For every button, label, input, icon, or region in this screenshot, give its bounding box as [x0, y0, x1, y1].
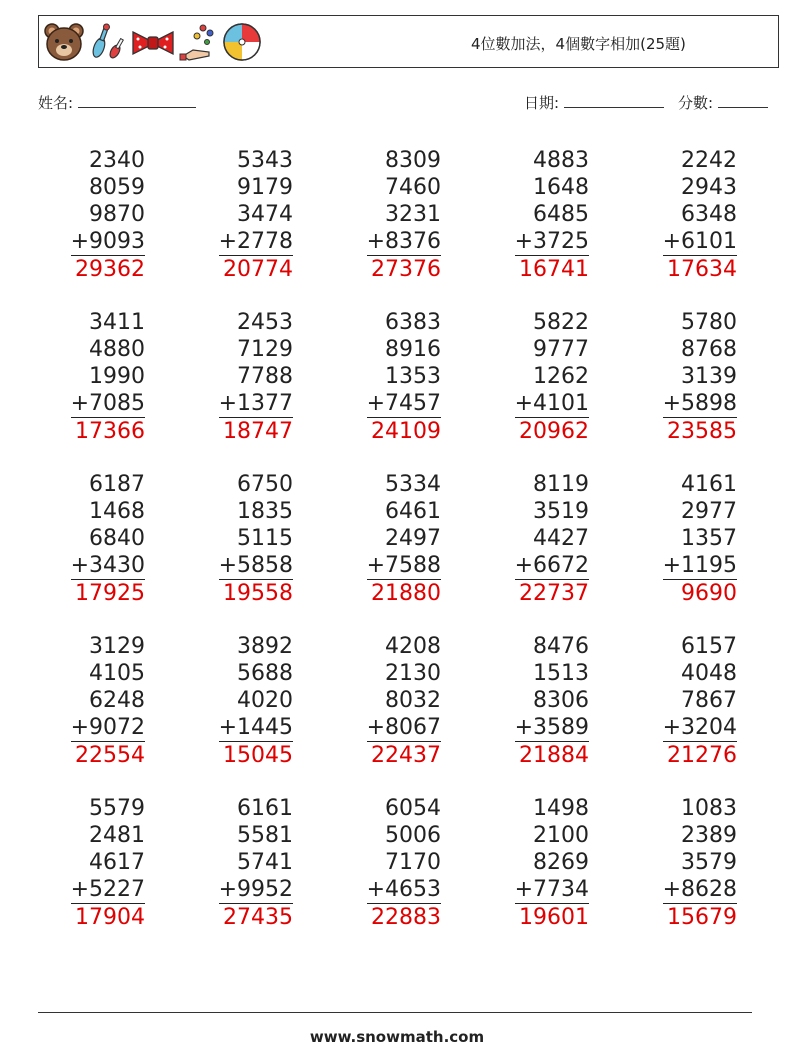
addition-problem	[183, 633, 293, 769]
header-icons	[43, 22, 263, 62]
beach-ball-icon	[221, 22, 263, 62]
name-label: 姓名:	[38, 94, 74, 112]
addend-2: 1468	[89, 499, 145, 524]
answer: 27376	[371, 257, 441, 282]
addition-problem	[183, 471, 293, 607]
answer: 22437	[371, 743, 441, 768]
addend-4: +8376	[366, 229, 441, 254]
juggling-hand-icon	[179, 22, 217, 62]
answer: 17925	[75, 581, 145, 606]
addition-problem	[479, 633, 589, 769]
addend-1: 5822	[533, 310, 589, 335]
answer: 21276	[667, 743, 737, 768]
addend-4: +5898	[662, 391, 737, 416]
addition-problem	[479, 309, 589, 445]
addend-2: 3519	[533, 499, 589, 524]
date-blank-line	[564, 93, 664, 108]
addend-4: +9072	[70, 715, 145, 740]
addend-1: 4883	[533, 148, 589, 173]
addend-2: 2130	[385, 661, 441, 686]
addend-3: 3231	[385, 202, 441, 227]
addend-3: 9870	[89, 202, 145, 227]
addend-2: 8916	[385, 337, 441, 362]
answer: 27435	[223, 905, 293, 930]
answer: 17634	[667, 257, 737, 282]
footer-site: www.snowmath.com	[309, 1028, 485, 1046]
addend-1: 8476	[533, 634, 589, 659]
addend-2: 1648	[533, 175, 589, 200]
addition-problem	[35, 471, 145, 607]
addend-3: 8269	[533, 850, 589, 875]
bear-face-icon	[43, 22, 85, 62]
addend-1: 8309	[385, 148, 441, 173]
addend-4: +6672	[514, 553, 589, 578]
addend-2: 7460	[385, 175, 441, 200]
addend-1: 6383	[385, 310, 441, 335]
addend-4: +3589	[514, 715, 589, 740]
addend-4: +7457	[366, 391, 441, 416]
score-field	[678, 92, 768, 113]
addend-2: 2481	[89, 823, 145, 848]
answer: 18747	[223, 419, 293, 444]
addend-1: 6187	[89, 472, 145, 497]
score-label: 分數:	[678, 94, 714, 112]
addend-4: +7588	[366, 553, 441, 578]
addition-problem	[183, 309, 293, 445]
addend-1: 5780	[681, 310, 737, 335]
addend-2: 5581	[237, 823, 293, 848]
answer: 17366	[75, 419, 145, 444]
addend-3: 5115	[237, 526, 293, 551]
addend-2: 9777	[533, 337, 589, 362]
addend-3: 7867	[681, 688, 737, 713]
addend-4: +4653	[366, 877, 441, 902]
addend-4: +3204	[662, 715, 737, 740]
addend-2: 5006	[385, 823, 441, 848]
addend-2: 2389	[681, 823, 737, 848]
addend-2: 1835	[237, 499, 293, 524]
addend-4: +2778	[218, 229, 293, 254]
addition-problem	[627, 147, 737, 283]
addition-problem	[331, 633, 441, 769]
addend-3: 2497	[385, 526, 441, 551]
addend-4: +7734	[514, 877, 589, 902]
addition-problem	[479, 147, 589, 283]
addend-2: 4048	[681, 661, 737, 686]
addend-1: 1083	[681, 796, 737, 821]
addend-3: 4617	[89, 850, 145, 875]
addend-4: +1445	[218, 715, 293, 740]
addition-problem	[331, 309, 441, 445]
addition-problem	[331, 147, 441, 283]
addend-2: 7129	[237, 337, 293, 362]
addend-3: 7788	[237, 364, 293, 389]
answer: 22737	[519, 581, 589, 606]
addend-3: 6348	[681, 202, 737, 227]
addition-problem	[479, 471, 589, 607]
addition-problem	[35, 309, 145, 445]
addend-1: 3411	[89, 310, 145, 335]
addend-1: 6054	[385, 796, 441, 821]
addend-4: +5858	[218, 553, 293, 578]
addend-1: 8119	[533, 472, 589, 497]
bow-tie-icon	[131, 22, 175, 62]
addend-3: 5741	[237, 850, 293, 875]
addend-4: +8628	[662, 877, 737, 902]
addend-3: 6840	[89, 526, 145, 551]
addend-1: 5343	[237, 148, 293, 173]
addend-4: +9952	[218, 877, 293, 902]
addition-problem	[183, 147, 293, 283]
addend-3: 3579	[681, 850, 737, 875]
addend-2: 2977	[681, 499, 737, 524]
addend-1: 1498	[533, 796, 589, 821]
name-blank-line	[78, 93, 196, 108]
answer: 22554	[75, 743, 145, 768]
addition-problem	[479, 795, 589, 931]
addend-2: 1513	[533, 661, 589, 686]
answer: 24109	[371, 419, 441, 444]
answer: 17904	[75, 905, 145, 930]
answer: 21880	[371, 581, 441, 606]
addend-1: 6157	[681, 634, 737, 659]
answer: 16741	[519, 257, 589, 282]
addend-2: 6461	[385, 499, 441, 524]
addend-4: +3725	[514, 229, 589, 254]
addition-problem	[183, 795, 293, 931]
answer: 29362	[75, 257, 145, 282]
addition-problem	[35, 633, 145, 769]
addend-2: 9179	[237, 175, 293, 200]
addend-3: 4427	[533, 526, 589, 551]
addend-4: +9093	[70, 229, 145, 254]
addend-2: 2100	[533, 823, 589, 848]
addend-4: +5227	[70, 877, 145, 902]
addend-3: 7170	[385, 850, 441, 875]
answer: 23585	[667, 419, 737, 444]
date-label: 日期:	[524, 94, 560, 112]
worksheet-header	[38, 15, 779, 68]
addend-3: 6248	[89, 688, 145, 713]
date-field	[524, 92, 664, 113]
addend-4: +1377	[218, 391, 293, 416]
addend-1: 6161	[237, 796, 293, 821]
addition-problem	[627, 633, 737, 769]
addition-problem	[627, 795, 737, 931]
answer: 20962	[519, 419, 589, 444]
addend-3: 1990	[89, 364, 145, 389]
answer: 21884	[519, 743, 589, 768]
answer: 15045	[223, 743, 293, 768]
addend-2: 4880	[89, 337, 145, 362]
answer: 19601	[519, 905, 589, 930]
addend-1: 6750	[237, 472, 293, 497]
addend-1: 5334	[385, 472, 441, 497]
addend-3: 3474	[237, 202, 293, 227]
addend-4: +6101	[662, 229, 737, 254]
addend-4: +1195	[662, 553, 737, 578]
addend-3: 1353	[385, 364, 441, 389]
juggling-pins-icon	[89, 22, 127, 62]
addition-problem	[35, 795, 145, 931]
addend-2: 5688	[237, 661, 293, 686]
addend-3: 1262	[533, 364, 589, 389]
name-field	[38, 92, 196, 113]
addition-problem	[331, 795, 441, 931]
addend-3: 4020	[237, 688, 293, 713]
addition-problem	[627, 471, 737, 607]
addend-3: 6485	[533, 202, 589, 227]
answer: 20774	[223, 257, 293, 282]
addend-1: 5579	[89, 796, 145, 821]
answer: 9690	[681, 581, 737, 606]
addend-3: 8032	[385, 688, 441, 713]
addend-1: 2453	[237, 310, 293, 335]
addend-4: +3430	[70, 553, 145, 578]
addend-2: 8059	[89, 175, 145, 200]
score-blank-line	[718, 93, 768, 108]
addend-2: 2943	[681, 175, 737, 200]
addition-problem	[331, 471, 441, 607]
addend-1: 4208	[385, 634, 441, 659]
footer-divider	[38, 1012, 752, 1013]
addend-3: 1357	[681, 526, 737, 551]
addend-1: 3129	[89, 634, 145, 659]
addend-1: 4161	[681, 472, 737, 497]
addend-4: +7085	[70, 391, 145, 416]
addition-problem	[627, 309, 737, 445]
answer: 15679	[667, 905, 737, 930]
addend-2: 4105	[89, 661, 145, 686]
addend-1: 2242	[681, 148, 737, 173]
addend-4: +8067	[366, 715, 441, 740]
addend-3: 8306	[533, 688, 589, 713]
addend-3: 3139	[681, 364, 737, 389]
worksheet-title: 4位數加法，4個數字相加(25題)	[471, 35, 686, 53]
addition-problem	[35, 147, 145, 283]
answer: 22883	[371, 905, 441, 930]
addend-1: 2340	[89, 148, 145, 173]
addend-4: +4101	[514, 391, 589, 416]
addend-1: 3892	[237, 634, 293, 659]
addend-2: 8768	[681, 337, 737, 362]
answer: 19558	[223, 581, 293, 606]
